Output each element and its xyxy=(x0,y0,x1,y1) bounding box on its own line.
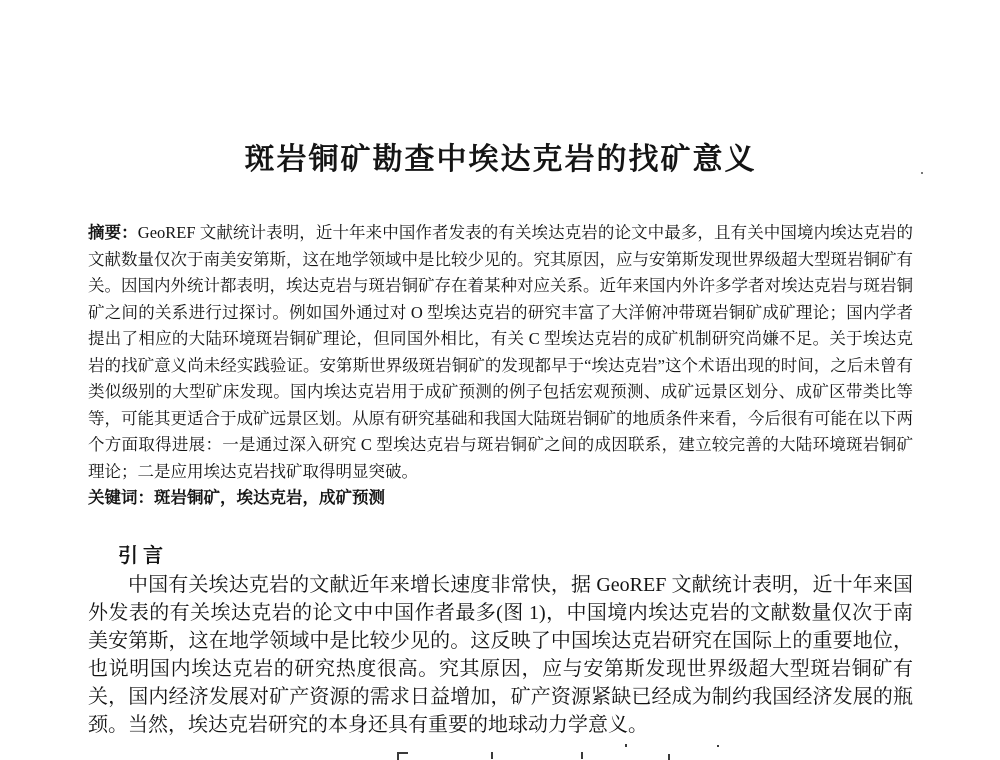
figure-tick-mark xyxy=(581,752,583,759)
paper-title: 斑岩铜矿勘查中埃达克岩的找矿意义 xyxy=(244,143,757,176)
scan-speck xyxy=(625,744,627,747)
figure-tick-mark xyxy=(668,754,670,760)
scan-speck xyxy=(717,745,719,747)
abstract-label: 摘要： xyxy=(88,223,138,242)
introduction-paragraph: 中国有关埃达克岩的文献近年来增长速度非常快，据 GeoREF 文献统计表明，近十年来国外发表的有关埃达克岩的论文中中国作者最多(图 1)，中国境内埃达克岩的文献数量仅次于南美安第斯，这在地学领域中是比较少见的。这反映了中国埃达克岩研究在国际上的重要地位，也说明国内埃达克岩的研究热度很高。究其原因，应与安第斯发现世界级超大型斑岩铜矿有关，国内经济发展对矿产资源的需求日益增加，矿产资源紧缺已经成为制约我国经济发展的瓶颈。当然，埃达克岩研究的本身还具有重要的地球动力学意义。 xyxy=(88,573,913,736)
figure-frame-corner xyxy=(397,752,399,760)
keywords-label: 关键词： xyxy=(88,488,154,507)
figure-tick-mark xyxy=(491,752,493,759)
page-content xyxy=(88,0,913,739)
scan-speck xyxy=(921,172,923,174)
keywords xyxy=(88,485,913,512)
abstract xyxy=(88,220,913,485)
introduction-heading: 引 言 xyxy=(118,544,163,567)
keywords-text: 斑岩铜矿，埃达克岩，成矿预测 xyxy=(154,488,385,507)
abstract-text: GeoREF 文献统计表明，近十年来中国作者发表的有关埃达克岩的论文中最多，且有关中国境内埃达克岩的文献数量仅次于南美安第斯，这在地学领域中是比较少见的。究其原因，应与安第斯发现世界级超大型斑岩铜矿有关。因国内外统计都表明，埃达克岩与斑岩铜矿存在着某种对应关系。近年来国内外许多学者对埃达克岩与斑岩铜矿之间的关系进行过探讨。例如国外通过对 O 型埃达克岩的研究丰富了大洋俯冲带斑岩铜矿成矿理论；国内学者提出了相应的大陆环境斑岩铜矿理论，但同国外相比，有关 C 型埃达克岩的成矿机制研究尚嫌不足。关于埃达克岩的找矿意义尚未经实践验证。安第斯世界级斑岩铜矿的发现都早于“埃达克岩”这个术语出现的时间，之后未曾有类似级别的大型矿床发现。国内埃达克岩用于成矿预测的例子包括宏观预测、成矿远景区划分、成矿区带类比等等，可能其更适合于成矿远景区划。从原有研究基础和我国大陆斑岩铜矿的地质条件来看，今后很有可能在以下两个方面取得进展：一是通过深入研究 C 型埃达克岩与斑岩铜矿之间的成因联系，建立较完善的大陆环境斑岩铜矿理论；二是应用埃达克岩找矿取得明显突破。 xyxy=(88,223,914,481)
